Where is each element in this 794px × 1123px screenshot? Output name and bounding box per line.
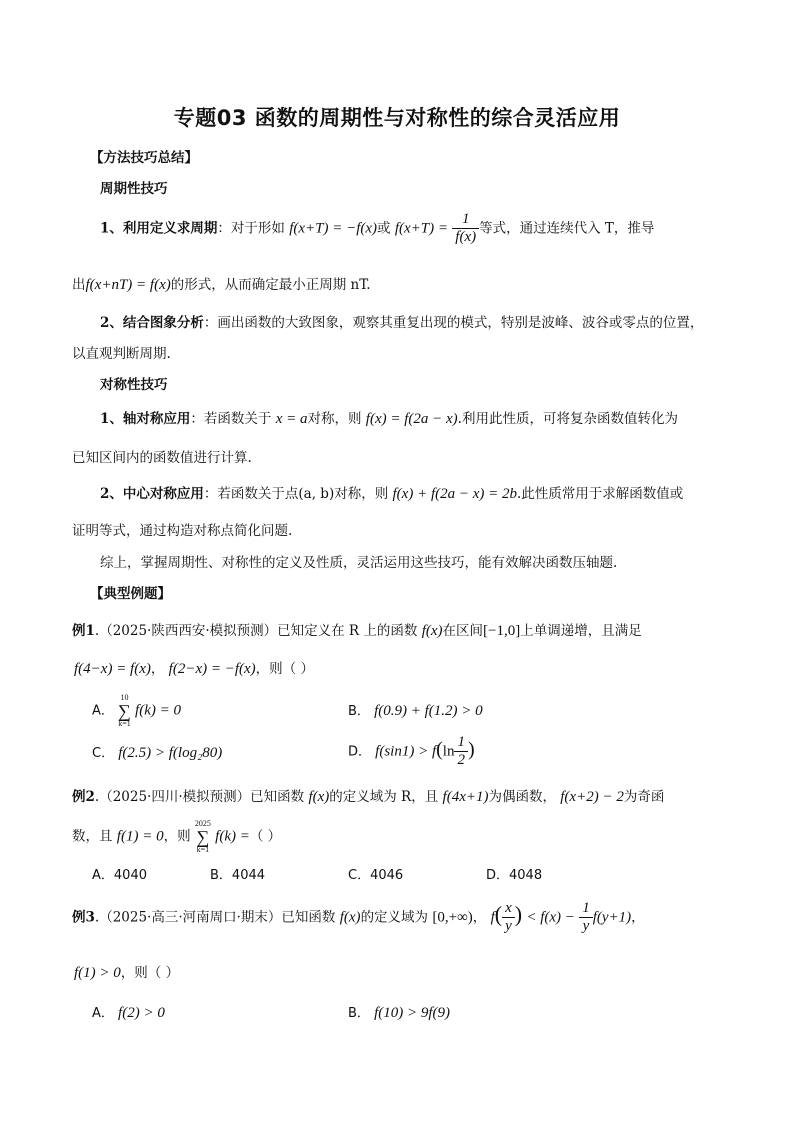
- option-c-value: 4046: [370, 868, 404, 883]
- example2-text-d: 为奇函: [623, 789, 665, 805]
- example3-domain: [0,+∞): [432, 909, 473, 926]
- symmetry-item2-line1: [100, 482, 683, 503]
- symmetry-item1-text-c: .利用此性质，可将复杂函数值转化为: [457, 411, 678, 427]
- coef-den: y: [582, 918, 590, 935]
- periodicity-item1-text-b: 等式，通过连续代入 T，推导: [479, 220, 655, 237]
- example1-text-b: 在区间: [442, 623, 484, 639]
- example3-fx: f(x): [339, 909, 361, 926]
- option-d-label: D．: [486, 868, 510, 883]
- formula-nT-period: f(x+nT) = f(x): [85, 277, 171, 293]
- example3-line1: 例3.（2025·高三·河南周口·期末）已知函数 f(x)的定义域为 [0,+∞)， f( $\frac{x}{y}$ ) < f(x) − $\frac{1}{y}$ f(y+1)，: [72, 900, 645, 935]
- periodicity-item2-line1: [100, 311, 703, 331]
- option-d-num: 1: [454, 734, 468, 752]
- example2-line2-a: 数，且: [72, 828, 113, 845]
- example2-sum-body: f(k) =: [215, 828, 250, 845]
- example1-line1: [72, 619, 642, 640]
- option-a-value: 4040: [113, 868, 147, 883]
- example3-question: ，则（ ）: [120, 965, 180, 981]
- option-b-value: 4044: [231, 868, 266, 883]
- example3-option-b[interactable]: [348, 1002, 450, 1022]
- formula-axis: x = a: [275, 411, 308, 427]
- page-title: 专题03 函数的周期性与对称性的综合灵活应用: [173, 106, 621, 130]
- example1-label: 例1: [72, 623, 95, 639]
- option-b-label: B．: [348, 1006, 370, 1021]
- example2-line1: [72, 785, 664, 806]
- example2-line2-c: （ ）: [249, 828, 282, 845]
- formula-reciprocal-left: f(x+T) =: [394, 220, 448, 237]
- option-d-body-a: f(sin1) > f: [375, 743, 437, 760]
- periodicity-item2-line2: 以直观判断周期.: [72, 346, 171, 362]
- example2-line2: [72, 820, 281, 854]
- example3-text-c: ，: [472, 909, 487, 926]
- example2-fx: f(x): [308, 789, 330, 805]
- example1-interval: [−1,0]: [483, 623, 521, 639]
- symmetry-item1-label: 1、轴对称应用: [100, 411, 191, 427]
- example3-text-a: .（2025·高三·河南周口·期末）已知函数: [94, 909, 336, 926]
- summary-paragraph: 综上，掌握周期性、对称性的定义及性质，灵活运用这些技巧，能有效解决函数压轴题.: [100, 555, 618, 571]
- example2-text-c: 为偶函数，: [488, 789, 556, 805]
- example3-ineq-f: f: [490, 909, 495, 926]
- example2-option-c[interactable]: [348, 864, 403, 883]
- example2-fx2: f(x+2) − 2: [560, 789, 624, 805]
- example3-line2: [74, 961, 179, 982]
- formula-center-symmetry: f(x) + f(2a − x) = 2b: [392, 486, 518, 502]
- example3-text-d: ，: [631, 909, 645, 926]
- example2-f1: f(1) = 0: [116, 828, 164, 845]
- symmetry-item2-text-a: ：若函数关于点(a, b)对称，则: [203, 486, 389, 502]
- example1-line2: f(4−x) = f(x)， f(2−x) = −f(x)，则（ ）: [74, 661, 314, 677]
- example3-coef-fraction: [579, 900, 593, 936]
- option-a-body: f(2) > 0: [118, 1005, 165, 1021]
- example3-option-a[interactable]: [92, 1002, 165, 1022]
- example1-option-a[interactable]: [92, 694, 181, 728]
- symmetry-item2-text-b: .此性质常用于求解函数值或: [517, 486, 684, 502]
- periodicity-item1-line1: [100, 211, 654, 247]
- sum-lower: k=1: [196, 845, 210, 854]
- example1-option-b[interactable]: [348, 700, 483, 720]
- example2-text-a: .（2025·四川·模拟预测）已知函数: [94, 789, 305, 805]
- option-c-body: f(2.5) > f(log₂80): [118, 745, 223, 761]
- option-a-label: A．: [92, 1006, 114, 1021]
- examples-section-header: 【典型例题】: [90, 586, 171, 602]
- ineq-den: y: [505, 918, 512, 935]
- example2-option-b[interactable]: [210, 864, 265, 883]
- periodicity-item2-label: 2、结合图象分析: [100, 315, 204, 331]
- example2-line2-b: ，则: [163, 828, 191, 845]
- summation-icon: 2025 ∑ k=1: [194, 819, 211, 854]
- example1-question: ，则（ ）: [255, 661, 314, 677]
- symmetry-item1-text-b: 对称，则: [307, 411, 362, 427]
- formula-axis-symmetry: f(x) = f(2a − x): [365, 411, 458, 427]
- option-b-label: B．: [348, 704, 370, 719]
- periodicity-item1-text-a: ：对于形如: [217, 220, 285, 237]
- example3-label: 例3: [72, 909, 95, 926]
- symmetry-item2-label: 2、中心对称应用: [100, 486, 204, 502]
- example1-text-c: 上单调递增，且满足: [520, 623, 642, 639]
- option-c-label: C．: [348, 868, 371, 883]
- example3-text-b: 的定义域为: [360, 909, 429, 926]
- example1-text-a: .（2025·陕西西安·模拟预测）已知定义在 R 上的函数: [94, 623, 418, 639]
- example3-ineq-fraction: [502, 900, 515, 936]
- option-b-label: B．: [210, 868, 232, 883]
- example3-condition: f(1) > 0: [74, 965, 121, 981]
- fraction-numerator: 1: [452, 211, 479, 229]
- example3-ineq-mid: < f(x) −: [526, 909, 575, 926]
- coef-num: 1: [579, 900, 593, 918]
- fraction-denominator: f(x): [455, 229, 477, 246]
- option-d-label: D．: [348, 744, 372, 760]
- option-b-body: f(0.9) + f(1.2) > 0: [374, 703, 483, 719]
- periodicity-item1-line2-b: 的形式，从而确定最小正周期 nT.: [170, 277, 371, 293]
- option-b-body: f(10) > 9f(9): [374, 1005, 450, 1021]
- periodicity-item2-text: ：画出函数的大致图象，观察其重复出现的模式，特别是波峰、波谷或零点的位置，: [203, 315, 704, 331]
- ineq-num: x: [502, 900, 515, 918]
- symmetry-item1-text-a: ：若函数关于: [190, 411, 272, 427]
- example1-option-c[interactable]: [92, 742, 222, 762]
- example1-fx: f(x): [421, 623, 443, 639]
- option-a-label: A．: [92, 868, 114, 883]
- periodicity-item1-or: 或: [377, 220, 391, 237]
- periodicity-item1-line2-a: 出: [72, 277, 86, 293]
- periodicity-heading: 周期性技巧: [100, 181, 168, 197]
- example2-text-b: 的定义域为 R，且: [329, 789, 439, 805]
- symmetry-item2-line2: 证明等式，通过构造对称点简化问题.: [72, 523, 293, 539]
- sum-lower: k=1: [118, 719, 131, 728]
- example1-option-d[interactable]: D． f(sin1) > f(ln $\frac{1}{2}$ ): [348, 734, 475, 769]
- symmetry-item1-line1: [100, 407, 678, 428]
- example1-condition-b: f(2−x) = −f(x): [168, 661, 256, 677]
- option-d-ln: ln: [442, 743, 455, 760]
- symmetry-heading: 对称性技巧: [100, 377, 168, 393]
- example2-option-a[interactable]: [92, 864, 147, 883]
- option-c-label: C．: [92, 746, 115, 761]
- formula-negative-period: f(x+T) = −f(x): [289, 220, 378, 237]
- sum-upper: 10: [120, 693, 129, 702]
- option-d-fraction: [454, 734, 468, 770]
- method-section-header: 【方法技巧总结】: [90, 150, 198, 166]
- formula-reciprocal-fraction: [452, 211, 479, 247]
- option-a-body: f(k) = 0: [135, 702, 181, 719]
- sum-upper: 2025: [194, 819, 211, 828]
- example2-f4x: f(4x+1): [442, 789, 489, 805]
- option-a-label: A．: [92, 703, 114, 719]
- option-d-value: 4048: [509, 868, 543, 883]
- option-d-den: 2: [457, 752, 465, 769]
- periodicity-item1-label: 1、利用定义求周期: [100, 220, 218, 237]
- example3-ineq-end: f(y+1): [592, 909, 632, 926]
- example2-label: 例2: [72, 789, 95, 805]
- example1-condition-a: f(4−x) = f(x): [74, 661, 151, 677]
- symmetry-item1-line2: 已知区间内的函数值进行计算.: [72, 450, 252, 466]
- example2-option-d[interactable]: [486, 864, 542, 883]
- periodicity-item1-line2: [72, 273, 371, 294]
- summation-icon: 10 ∑ k=1: [118, 693, 131, 728]
